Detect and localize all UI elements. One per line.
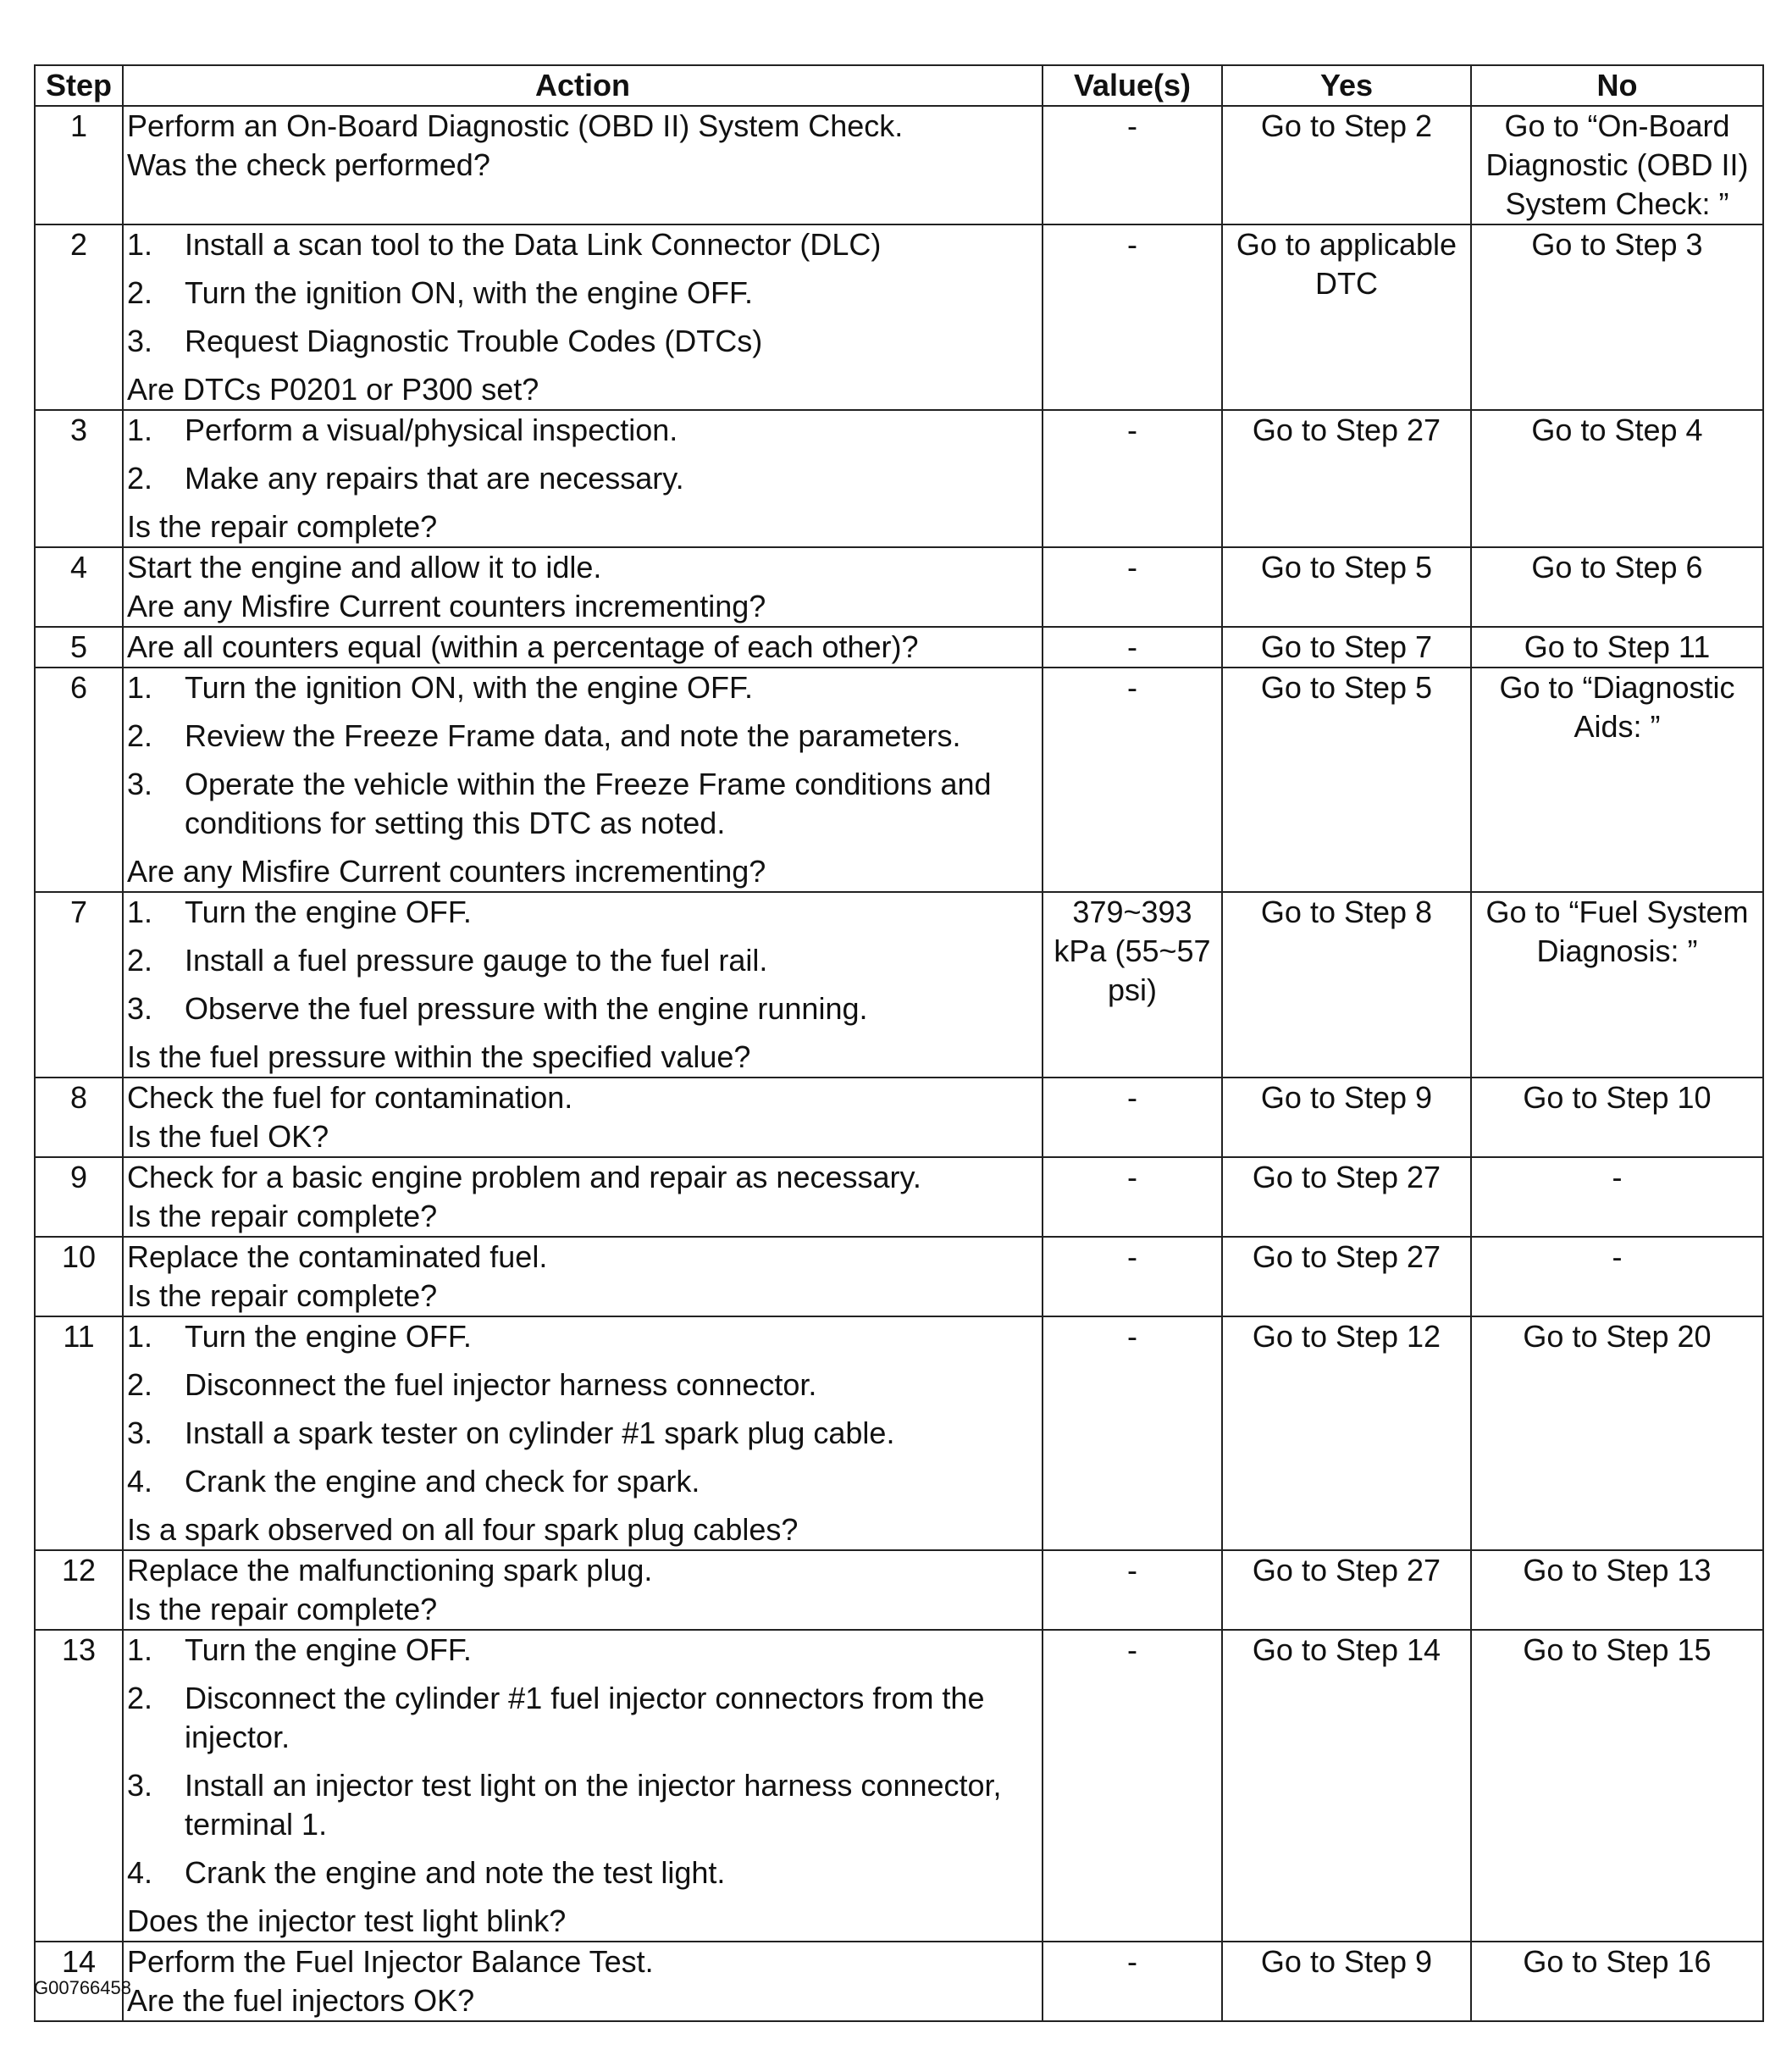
substep-text: Crank the engine and check for spark. (185, 1464, 700, 1499)
header-yes: Yes (1222, 65, 1471, 106)
no-cell: Go to Step 20 (1471, 1316, 1763, 1550)
step-number: 2 (35, 224, 123, 410)
question-text: Is the fuel pressure within the specified value? (127, 1039, 751, 1074)
action-cell (123, 1942, 1043, 2021)
substep-number: 1. (127, 670, 153, 705)
substep-number: 2. (127, 718, 153, 753)
substep-number: 1. (127, 227, 153, 262)
diagnostic-table (34, 64, 1764, 2022)
substep-number: 3. (127, 767, 153, 801)
no-cell: Go to Step 15 (1471, 1630, 1763, 1942)
substep-text: Observe the fuel pressure with the engine running. (185, 991, 868, 1026)
question-text: Are any Misfire Current counters incrementing? (127, 854, 766, 889)
action-line: Are all counters equal (within a percentage of each other)? (127, 629, 919, 664)
step-number: 12 (35, 1550, 123, 1630)
yes-cell: Go to Step 8 (1222, 892, 1471, 1078)
header-step: Step (35, 65, 123, 106)
no-cell: Go to Step 4 (1471, 410, 1763, 547)
action-line: Are any Misfire Current counters incrementing? (127, 589, 766, 623)
header-action: Action (123, 65, 1043, 106)
substep-number: 3. (127, 324, 153, 358)
table-row (35, 1630, 1763, 1942)
value-cell: - (1043, 627, 1222, 668)
substep-text: Turn the engine OFF. (185, 1632, 472, 1667)
substep-text: Disconnect the cylinder #1 fuel injector connectors from the injector. (185, 1681, 985, 1754)
action-cell (123, 668, 1043, 892)
value-cell: - (1043, 1550, 1222, 1630)
substep-text: Install a fuel pressure gauge to the fuel rail. (185, 943, 768, 978)
value-cell: - (1043, 1630, 1222, 1942)
substep (127, 989, 1038, 1028)
yes-cell: Go to Step 2 (1222, 106, 1471, 224)
yes-cell: Go to applicable DTC (1222, 224, 1471, 410)
substep-text: Turn the engine OFF. (185, 895, 472, 929)
table-row (35, 1942, 1763, 2021)
yes-cell: Go to Step 9 (1222, 1078, 1471, 1157)
step-number: 10 (35, 1237, 123, 1316)
substep-number: 1. (127, 895, 153, 929)
action-cell (123, 1630, 1043, 1942)
action-cell (123, 1237, 1043, 1316)
substep (127, 1766, 1038, 1844)
substep (127, 765, 1038, 843)
no-cell: - (1471, 1237, 1763, 1316)
value-cell: - (1043, 1316, 1222, 1550)
substep-text: Turn the ignition ON, with the engine OFF. (185, 275, 753, 310)
substep-number: 2. (127, 1367, 153, 1402)
table-row (35, 627, 1763, 668)
step-number: 11 (35, 1316, 123, 1550)
action-line: Is the repair complete? (127, 1278, 438, 1313)
table-row (35, 224, 1763, 410)
question-text: Is a spark observed on all four spark plug cables? (127, 1512, 799, 1547)
table-row (35, 1237, 1763, 1316)
action-line: Perform an On-Board Diagnostic (OBD II) System Check. (127, 108, 904, 143)
substep-text: Turn the ignition ON, with the engine OFF. (185, 670, 753, 705)
no-cell: Go to “On-Board Diagnostic (OBD II) System Check: ” (1471, 106, 1763, 224)
substep-text: Review the Freeze Frame data, and note the parameters. (185, 718, 961, 753)
value-cell: - (1043, 1942, 1222, 2021)
table-row (35, 1550, 1763, 1630)
substep-number: 3. (127, 1768, 153, 1803)
value-cell: - (1043, 224, 1222, 410)
substep-number: 4. (127, 1464, 153, 1499)
table-row (35, 892, 1763, 1078)
yes-cell: Go to Step 5 (1222, 668, 1471, 892)
substep (127, 459, 1038, 498)
yes-cell: Go to Step 9 (1222, 1942, 1471, 2021)
yes-cell: Go to Step 7 (1222, 627, 1471, 668)
table-row (35, 106, 1763, 224)
action-cell (123, 547, 1043, 627)
substep-number: 3. (127, 1416, 153, 1450)
substep (127, 941, 1038, 980)
no-cell: Go to Step 3 (1471, 224, 1763, 410)
substep-text: Disconnect the fuel injector harness connector. (185, 1367, 817, 1402)
action-line: Is the repair complete? (127, 1592, 438, 1626)
action-line: Check for a basic engine problem and repair as necessary. (127, 1160, 921, 1194)
header-no: No (1471, 65, 1763, 106)
no-cell: Go to Step 6 (1471, 547, 1763, 627)
action-line: Start the engine and allow it to idle. (127, 550, 602, 585)
substep (127, 1462, 1038, 1501)
action-cell (123, 1316, 1043, 1550)
substep (127, 1631, 1038, 1670)
step-number: 1 (35, 106, 123, 224)
action-line: Is the repair complete? (127, 1199, 438, 1233)
substep (127, 893, 1038, 932)
action-line: Is the fuel OK? (127, 1119, 329, 1154)
substep-number: 2. (127, 943, 153, 978)
substep (127, 322, 1038, 361)
substep (127, 668, 1038, 707)
action-cell (123, 410, 1043, 547)
substep-text: Crank the engine and note the test light. (185, 1855, 726, 1890)
action-cell (123, 106, 1043, 224)
action-line: Perform the Fuel Injector Balance Test. (127, 1944, 654, 1979)
step-number: 13 (35, 1630, 123, 1942)
table-header-row (35, 65, 1763, 106)
no-cell: Go to “Diagnostic Aids: ” (1471, 668, 1763, 892)
value-cell: - (1043, 410, 1222, 547)
figure-code: G00766458 (34, 1977, 131, 1998)
substep-number: 3. (127, 991, 153, 1026)
substep (127, 274, 1038, 313)
yes-cell: Go to Step 27 (1222, 410, 1471, 547)
table-row (35, 1316, 1763, 1550)
no-cell: - (1471, 1157, 1763, 1237)
substep-text: Request Diagnostic Trouble Codes (DTCs) (185, 324, 763, 358)
step-number: 4 (35, 547, 123, 627)
substep-number: 2. (127, 461, 153, 496)
substep (127, 411, 1038, 450)
yes-cell: Go to Step 5 (1222, 547, 1471, 627)
question-text: Does the injector test light blink? (127, 1903, 567, 1938)
substep-text: Install a scan tool to the Data Link Connector (DLC) (185, 227, 882, 262)
substep (127, 717, 1038, 756)
table-row (35, 668, 1763, 892)
action-line: Are the fuel injectors OK? (127, 1983, 475, 2018)
substep-number: 1. (127, 413, 153, 447)
value-cell: - (1043, 1157, 1222, 1237)
substep (127, 1414, 1038, 1453)
no-cell: Go to “Fuel System Diagnosis: ” (1471, 892, 1763, 1078)
value-cell: - (1043, 1078, 1222, 1157)
substep-text: Make any repairs that are necessary. (185, 461, 684, 496)
no-cell: Go to Step 13 (1471, 1550, 1763, 1630)
table-row (35, 1157, 1763, 1237)
table-row (35, 1078, 1763, 1157)
substep-number: 1. (127, 1319, 153, 1354)
action-line: Replace the contaminated fuel. (127, 1239, 548, 1274)
action-cell (123, 892, 1043, 1078)
yes-cell: Go to Step 27 (1222, 1157, 1471, 1237)
substep-number: 2. (127, 275, 153, 310)
substep (127, 1679, 1038, 1757)
substep-text: Turn the engine OFF. (185, 1319, 472, 1354)
header-values: Value(s) (1043, 65, 1222, 106)
action-cell (123, 1550, 1043, 1630)
substep-number: 1. (127, 1632, 153, 1667)
substep-text: Install a spark tester on cylinder #1 spark plug cable. (185, 1416, 895, 1450)
value-cell: - (1043, 668, 1222, 892)
step-number: 6 (35, 668, 123, 892)
substep (127, 1366, 1038, 1404)
substep-number: 2. (127, 1681, 153, 1715)
substep (127, 225, 1038, 264)
step-number: 3 (35, 410, 123, 547)
value-cell: - (1043, 1237, 1222, 1316)
yes-cell: Go to Step 12 (1222, 1316, 1471, 1550)
step-number: 9 (35, 1157, 123, 1237)
no-cell: Go to Step 16 (1471, 1942, 1763, 2021)
no-cell: Go to Step 10 (1471, 1078, 1763, 1157)
value-cell: - (1043, 547, 1222, 627)
step-number: 7 (35, 892, 123, 1078)
yes-cell: Go to Step 27 (1222, 1237, 1471, 1316)
substep-text: Perform a visual/physical inspection. (185, 413, 678, 447)
action-cell (123, 1157, 1043, 1237)
question-text: Are DTCs P0201 or P300 set? (127, 372, 539, 407)
action-cell (123, 1078, 1043, 1157)
substep (127, 1317, 1038, 1356)
yes-cell: Go to Step 27 (1222, 1550, 1471, 1630)
action-cell (123, 627, 1043, 668)
no-cell: Go to Step 11 (1471, 627, 1763, 668)
step-number: 5 (35, 627, 123, 668)
value-cell: - (1043, 106, 1222, 224)
value-cell: 379~393 kPa (55~57 psi) (1043, 892, 1222, 1078)
substep-text: Operate the vehicle within the Freeze Frame conditions and conditions for setting this DTC as noted. (185, 767, 992, 840)
table-row (35, 547, 1763, 627)
table-row (35, 410, 1763, 547)
action-line: Check the fuel for contamination. (127, 1080, 573, 1115)
action-line: Replace the malfunctioning spark plug. (127, 1553, 653, 1587)
table-body (35, 106, 1763, 2021)
substep-number: 4. (127, 1855, 153, 1890)
question-text: Is the repair complete? (127, 509, 438, 544)
action-line: Was the check performed? (127, 147, 490, 182)
substep-text: Install an injector test light on the injector harness connector, terminal 1. (185, 1768, 1002, 1842)
substep (127, 1853, 1038, 1892)
yes-cell: Go to Step 14 (1222, 1630, 1471, 1942)
action-cell (123, 224, 1043, 410)
step-number: 14 (35, 1942, 123, 2021)
step-number: 8 (35, 1078, 123, 1157)
